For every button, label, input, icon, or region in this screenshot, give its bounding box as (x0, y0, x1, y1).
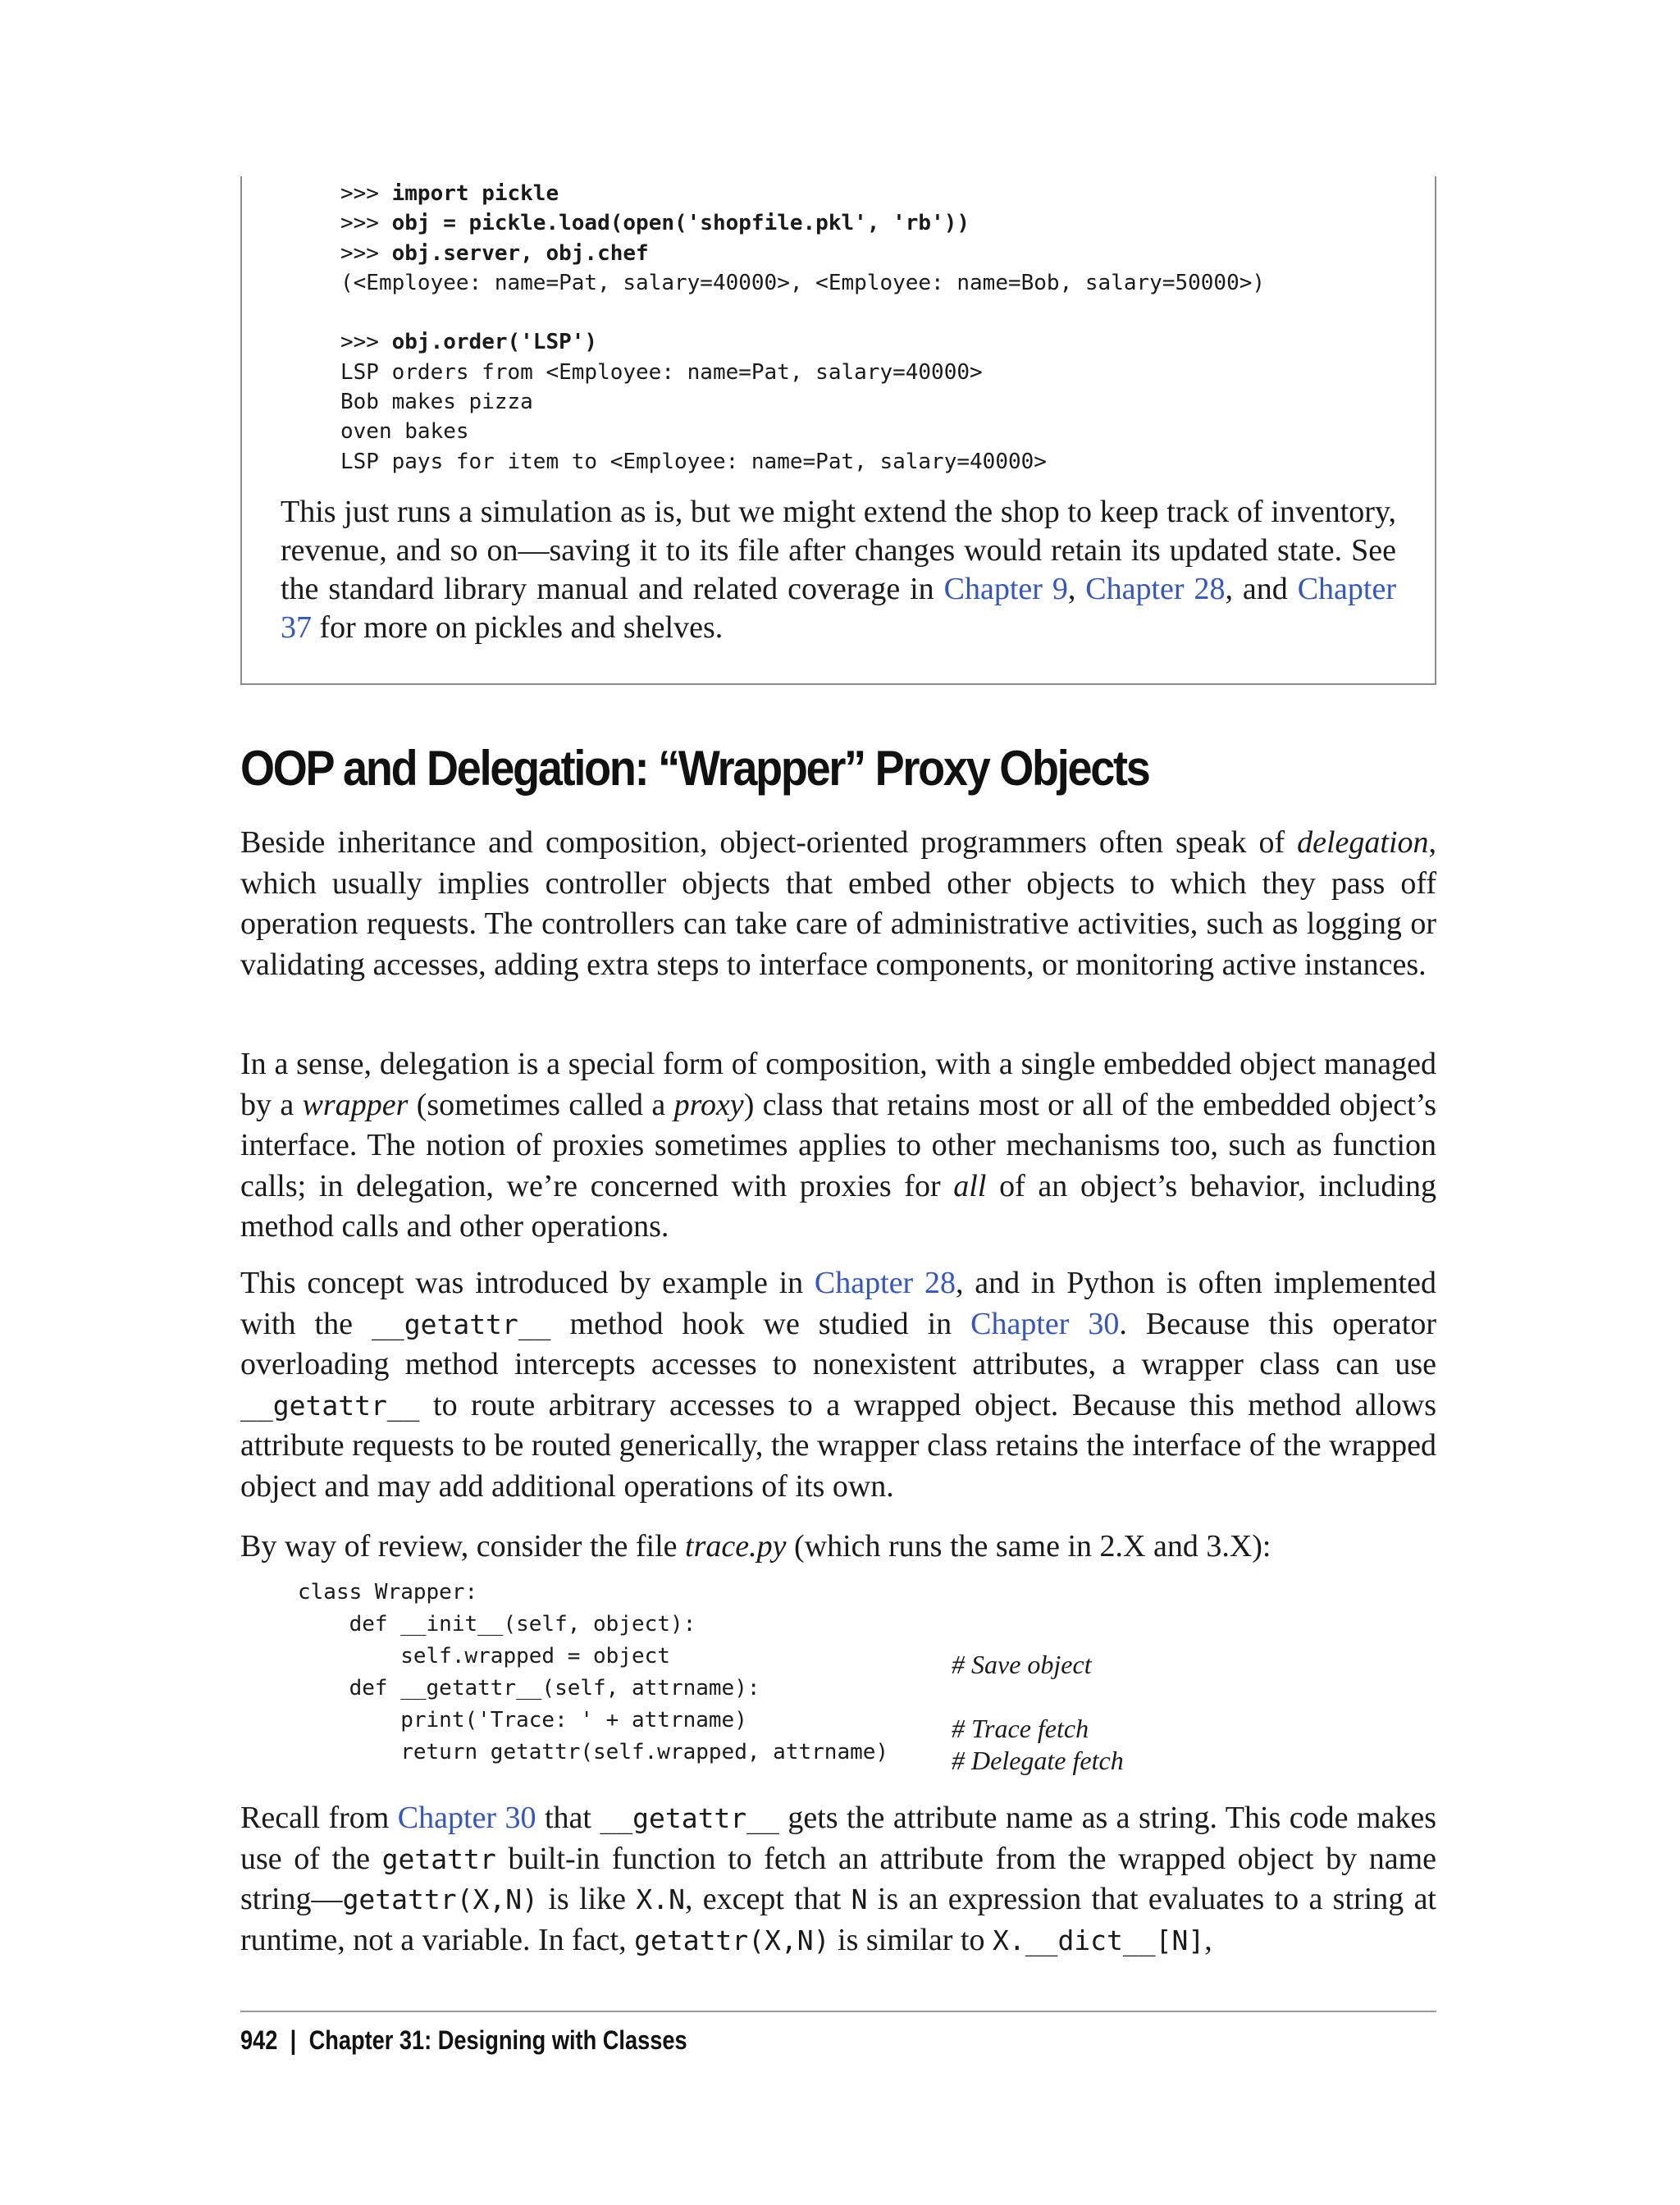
code-line: class Wrapper: (298, 1580, 478, 1605)
sidebar-code-block (340, 179, 1265, 477)
section-heading: OOP and Delegation: “Wrapper” Proxy Objects (240, 741, 1149, 796)
paragraph-delegation-intro: Beside inheritance and composition, object-oriented programmers often speak of delegation, which usually implies controller objects that embed other objects to which they pass off operation requests. The controllers can take care of administrative activities, such as logging or validating accesses, adding extra steps to interface components, or monitoring active instances. (240, 825, 1436, 982)
page-footer (240, 2025, 687, 2056)
link-chapter-9[interactable]: Chapter 9 (943, 572, 1068, 606)
code-line: >>> obj = pickle.load(open('shopfile.pkl', 'rb')) (340, 211, 970, 236)
link-chapter-30[interactable]: Chapter 30 (397, 1801, 536, 1835)
code-line: def __init__(self, object): (298, 1612, 696, 1637)
code-line: >>> obj.order('LSP') (340, 330, 598, 355)
code-line: print('Trace: ' + attrname) (298, 1708, 747, 1732)
code-output-line: Bob makes pizza (340, 390, 533, 415)
code-comment: # Save object (952, 1650, 1092, 1679)
chapter-title: Chapter 31: Designing with Classes (308, 2025, 687, 2055)
code-blank-line (340, 298, 1265, 327)
code-output-line: (<Employee: name=Pat, salary=40000>, <Employee: name=Bob, salary=50000>) (340, 270, 1266, 295)
code-output-line: LSP orders from <Employee: name=Pat, salary=40000> (340, 359, 983, 385)
code-listing-body (298, 1577, 888, 1769)
code-output-line: oven bakes (340, 419, 469, 445)
code-comment: # Trace fetch (952, 1714, 1089, 1743)
code-line: return getattr(self.wrapped, attrname) (298, 1740, 889, 1764)
sidebar-paragraph: This just runs a simulation as is, but we might extend the shop to keep track of inventory, revenue, and so on—saving it to its file after changes would retain its updated state. See the standard library manual and related coverage in Chapter 9, Chapter 28, and Chapter 37 for more on pickles and shelves. (281, 495, 1396, 645)
code-line: def __getattr__(self, attrname): (298, 1676, 760, 1701)
link-chapter-28[interactable]: Chapter 28 (814, 1266, 956, 1300)
code-comment: # Delegate fetch (952, 1746, 1124, 1775)
code-line: >>> import pickle (340, 181, 559, 206)
paragraph-getattr-concept: This concept was introduced by example in Chapter 28, and in Python is often implemented with the __getattr__ method hook we studied in Chapter 30. Because this operator overloading method intercepts accesses to nonexistent attributes, a wrapper class can use __getattr__ to route arbitrary accesses to a wrapped object. Because this method allows attribute requests to be routed generically, the wrapper class retains the interface of the wrapped object and may add additional operations of its own. (240, 1266, 1437, 1504)
paragraph-wrapper-proxy: In a sense, delegation is a special form of composition, with a single embedded object managed by a wrapper (sometimes called a proxy) class that retains most or all of the embedded object’s interface. The notion of proxies sometimes applies to other mechanisms too, such as function calls; in delegation, we’re concerned with proxies for all of an object’s behavior, including method calls and other operations. (240, 1047, 1436, 1244)
link-chapter-30[interactable]: Chapter 30 (970, 1306, 1120, 1341)
link-chapter-37[interactable]: Chapter 37 (281, 572, 1396, 645)
footer-separator: | (290, 2025, 297, 2055)
code-line: self.wrapped = object (298, 1644, 670, 1669)
code-output-line: LSP pays for item to <Employee: name=Pat, salary=40000> (340, 449, 1047, 474)
paragraph-trace-intro: By way of review, consider the file trace.py (which runs the same in 2.X and 3.X): (240, 1529, 1271, 1564)
code-line: >>> obj.server, obj.chef (340, 240, 649, 266)
link-chapter-28[interactable]: Chapter 28 (1085, 572, 1226, 606)
code-listing-trace (298, 1577, 888, 1769)
paragraph-getattr-explained: Recall from Chapter 30 that __getattr__ gets the attribute name as a string. This code makes use of the getattr built-in function to fetch an attribute from the wrapped object by name string—getattr(X,N) is like X.N, except that N is an expression that evaluates to a string at runtime, not a variable. In fact, getattr(X,N) is similar to X.__dict__[N], (240, 1801, 1437, 1957)
page-number: 942 (240, 2025, 278, 2055)
footer-rule (240, 2011, 1436, 2012)
